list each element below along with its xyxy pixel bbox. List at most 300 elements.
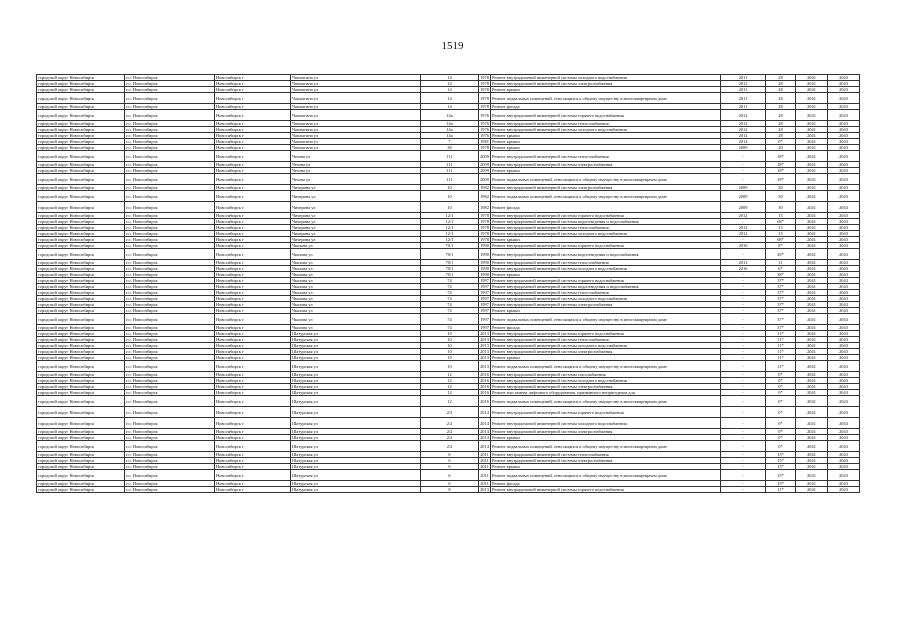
plan-year-cell: - [721, 407, 766, 418]
city-cell: Новосибирск г [215, 110, 291, 121]
start-year-cell: 2041 [796, 407, 828, 418]
work-cell: Ремонт внутридомовой инженерной системы электроснабжения [491, 302, 721, 308]
plan-year-cell: - [721, 343, 766, 349]
year-cell: 1978 [480, 87, 489, 92]
city-cell: Новосибирск г [215, 487, 291, 493]
house-cell: 2/2 [421, 435, 479, 441]
district-cell: городской округ Новосибирск [37, 202, 125, 213]
start-year-cell: 2041 [796, 458, 828, 464]
city-cell: Новосибирск г [215, 378, 291, 384]
wear-cell: 0* [766, 441, 796, 452]
plan-year-cell: 2011 [721, 93, 766, 104]
end-year-cell: 2043 [828, 314, 860, 325]
house-cell: 7 [421, 139, 479, 145]
street-cell: Чаплыгина ул [291, 133, 421, 139]
street-cell: Чкалова ул [291, 290, 421, 296]
street-cell: Чкалова ул [291, 266, 421, 272]
start-year-cell: 2041 [796, 361, 828, 372]
start-year-cell: 2041 [796, 145, 828, 151]
start-year-cell: 2041 [796, 266, 828, 272]
house-cell: 111 [421, 151, 479, 162]
municipality-cell: г.о. Новосибирск [125, 470, 215, 481]
house-cell: 70/1 [421, 266, 479, 272]
wear-cell: 15* [766, 464, 796, 470]
work-cell: Ремонт внутридомовой инженерной системы горячего водоснабжения [491, 487, 721, 493]
plan-year-cell: 2012 [721, 213, 766, 219]
municipality-cell: г.о. Новосибирск [125, 441, 215, 452]
city-cell: Новосибирск г [215, 174, 291, 185]
year-cell: 2014 [480, 429, 489, 434]
table-row [37, 151, 860, 162]
municipality-cell: г.о. Новосибирск [125, 174, 215, 185]
house-cell: 111 [421, 174, 479, 185]
wear-cell: 15* [766, 452, 796, 458]
district-cell: городской округ Новосибирск [37, 185, 125, 191]
start-year-cell: 2041 [796, 133, 828, 139]
street-cell: Шатурская ул [291, 349, 421, 355]
street-cell: Чехова ул [291, 162, 421, 168]
house-cell: 2/2 [421, 407, 479, 418]
district-cell: городской округ Новосибирск [37, 213, 125, 219]
city-cell: Новосибирск г [215, 470, 291, 481]
district-cell: городской округ Новосибирск [37, 145, 125, 151]
year-cell: 1978 [480, 104, 489, 109]
wear-cell: 0* [766, 384, 796, 390]
municipality-cell: г.о. Новосибирск [125, 237, 215, 243]
city-cell: Новосибирск г [215, 302, 291, 308]
end-year-cell: 2043 [828, 284, 860, 290]
wear-cell: 6* [766, 266, 796, 272]
street-cell: Шатурская ул [291, 435, 421, 441]
wear-cell: 11* [766, 487, 796, 493]
wear-cell: 28 [766, 133, 796, 139]
year-cell: 2011 [480, 452, 489, 457]
end-year-cell: 2043 [828, 75, 860, 81]
plan-year-cell: - [721, 458, 766, 464]
house-cell: 12 [421, 378, 479, 384]
city-cell: Новосибирск г [215, 355, 291, 361]
house-cell: 12 [421, 384, 479, 390]
end-year-cell: 2043 [828, 343, 860, 349]
city-cell: Новосибирск г [215, 349, 291, 355]
city-cell: Новосибирск г [215, 213, 291, 219]
end-year-cell: 2043 [828, 231, 860, 237]
house-cell: 70/1 [421, 249, 479, 260]
end-year-cell: 2043 [828, 308, 860, 314]
wear-cell: 28 [766, 121, 796, 127]
work-cell: Ремонт крыши [491, 139, 721, 145]
house-cell: 14а [421, 110, 479, 121]
start-year-cell: 2041 [796, 121, 828, 127]
wear-cell: 37* [766, 296, 796, 302]
year-cell: 2009 [479, 151, 491, 162]
wear-cell: 15* [766, 481, 796, 487]
start-year-cell: 2041 [796, 139, 828, 145]
work-cell: Ремонт внутридомовой инженерной системы теплоснабжения [491, 225, 721, 231]
end-year-cell: 2043 [828, 243, 860, 249]
district-cell: городской округ Новосибирск [37, 81, 125, 87]
city-cell: Новосибирск г [215, 168, 291, 174]
municipality-cell: г.о. Новосибирск [125, 325, 215, 331]
municipality-cell: г.о. Новосибирск [125, 145, 215, 151]
district-cell: городской округ Новосибирск [37, 127, 125, 133]
start-year-cell: 2041 [796, 384, 828, 390]
plan-year-cell: - [721, 337, 766, 343]
house-cell: 10 [421, 337, 479, 343]
work-cell: Ремонт внутридомовой инженерной системы электроснабжения [491, 349, 721, 355]
house-cell: 14а [421, 121, 479, 127]
start-year-cell: 2041 [796, 202, 828, 213]
city-cell: Новосибирск г [215, 435, 291, 441]
district-cell: городской округ Новосибирск [37, 266, 125, 272]
plan-year-cell: 2014 [721, 139, 766, 145]
work-cell: Ремонт внутридомовой инженерной системы теплоснабжения [491, 260, 721, 266]
district-cell: городской округ Новосибирск [37, 133, 125, 139]
district-cell: городской округ Новосибирск [37, 249, 125, 260]
house-cell: 12 [421, 390, 479, 396]
end-year-cell: 2043 [828, 162, 860, 168]
plan-year-cell: - [721, 237, 766, 243]
street-cell: Чичерина ул [291, 202, 421, 213]
year-cell: 2014 [479, 407, 491, 418]
wear-cell: 68* [766, 219, 796, 225]
city-cell: Новосибирск г [215, 145, 291, 151]
street-cell: Чаплыгина ул [291, 121, 421, 127]
plan-year-cell: - [721, 308, 766, 314]
end-year-cell: 2043 [828, 481, 860, 487]
start-year-cell: 2041 [796, 314, 828, 325]
district-cell: городской округ Новосибирск [37, 191, 125, 202]
year-cell: 2016 [480, 390, 489, 395]
street-cell: Чичерина ул [291, 185, 421, 191]
year-cell: 1997 [480, 325, 489, 330]
year-cell: 2011 [480, 458, 489, 463]
district-cell: городской округ Новосибирск [37, 296, 125, 302]
end-year-cell: 2043 [828, 390, 860, 396]
house-cell: 6 [421, 464, 479, 470]
table-row [37, 202, 860, 213]
work-cell: Ремонт внутридомовой инженерной системы холодного водоснабжения [491, 378, 721, 384]
repair-schedule-table [36, 74, 860, 493]
start-year-cell: 2041 [796, 302, 828, 308]
district-cell: городской округ Новосибирск [37, 464, 125, 470]
city-cell: Новосибирск г [215, 429, 291, 435]
end-year-cell: 2043 [828, 435, 860, 441]
district-cell: городской округ Новосибирск [37, 151, 125, 162]
house-cell: 74 [421, 290, 479, 296]
house-cell: 10 [421, 361, 479, 372]
start-year-cell: 2041 [796, 470, 828, 481]
work-cell: Ремонт внутридомовой инженерной системы холодного водоснабжения [491, 127, 721, 133]
house-cell: 10 [421, 343, 479, 349]
city-cell: Новосибирск г [215, 418, 291, 429]
table-row [37, 361, 860, 372]
end-year-cell: 2043 [828, 349, 860, 355]
house-cell: 2/2 [421, 429, 479, 435]
district-cell: городской округ Новосибирск [37, 284, 125, 290]
start-year-cell: 2041 [796, 429, 828, 435]
work-cell: Ремонт внутридомовой инженерной системы электроснабжения [491, 458, 721, 464]
plan-year-cell: - [721, 325, 766, 331]
city-cell: Новосибирск г [215, 361, 291, 372]
year-cell: 1978 [480, 237, 489, 242]
wear-cell: 0* [766, 372, 796, 378]
plan-year-cell: - [721, 296, 766, 302]
street-cell: Чехова ул [291, 168, 421, 174]
wear-cell: 18* [766, 162, 796, 168]
district-cell: городской округ Новосибирск [37, 407, 125, 418]
city-cell: Новосибирск г [215, 278, 291, 284]
plan-year-cell: - [721, 331, 766, 337]
wear-cell: 37* [766, 284, 796, 290]
district-cell: городской округ Новосибирск [37, 487, 125, 493]
wear-cell: 37* [766, 308, 796, 314]
district-cell: городской округ Новосибирск [37, 418, 125, 429]
district-cell: городской округ Новосибирск [37, 325, 125, 331]
end-year-cell: 2043 [828, 378, 860, 384]
wear-cell: 28 [766, 104, 796, 110]
start-year-cell: 2041 [796, 249, 828, 260]
work-cell: Ремонт крыши [491, 435, 721, 441]
street-cell: Чичерина ул [291, 231, 421, 237]
district-cell: городской округ Новосибирск [37, 162, 125, 168]
street-cell: Чкалова ул [291, 284, 421, 290]
street-cell: Чкалова ул [291, 325, 421, 331]
district-cell: городской округ Новосибирск [37, 237, 125, 243]
end-year-cell: 2043 [828, 452, 860, 458]
start-year-cell: 2041 [796, 331, 828, 337]
year-cell: 2013 [479, 361, 491, 372]
city-cell: Новосибирск г [215, 237, 291, 243]
district-cell: городской округ Новосибирск [37, 452, 125, 458]
end-year-cell: 2043 [828, 441, 860, 452]
city-cell: Новосибирск г [215, 151, 291, 162]
municipality-cell: г.о. Новосибирск [125, 191, 215, 202]
municipality-cell: г.о. Новосибирск [125, 378, 215, 384]
district-cell: городской округ Новосибирск [37, 139, 125, 145]
wear-cell: 37* [766, 278, 796, 284]
city-cell: Новосибирск г [215, 272, 291, 278]
start-year-cell: 2041 [796, 174, 828, 185]
district-cell: городской округ Новосибирск [37, 337, 125, 343]
municipality-cell: г.о. Новосибирск [125, 372, 215, 378]
plan-year-cell: 2013 [721, 260, 766, 266]
work-cell: Ремонт внутридомовой инженерной системы горячего водоснабжения [491, 243, 721, 249]
work-cell: Ремонт крыши [491, 355, 721, 361]
municipality-cell: г.о. Новосибирск [125, 127, 215, 133]
district-cell: городской округ Новосибирск [37, 87, 125, 93]
city-cell: Новосибирск г [215, 343, 291, 349]
street-cell: Чехова ул [291, 151, 421, 162]
year-cell: 1978 [480, 75, 489, 80]
city-cell: Новосибирск г [215, 266, 291, 272]
city-cell: Новосибирск г [215, 81, 291, 87]
street-cell: Чичерина ул [291, 213, 421, 219]
work-cell: Ремонт внутридомовой инженерной системы горячего водоснабжения [491, 278, 721, 284]
street-cell: Чичерина ул [291, 191, 421, 202]
city-cell: Новосибирск г [215, 372, 291, 378]
city-cell: Новосибирск г [215, 87, 291, 93]
city-cell: Новосибирск г [215, 219, 291, 225]
municipality-cell: г.о. Новосибирск [125, 290, 215, 296]
municipality-cell: г.о. Новосибирск [125, 407, 215, 418]
plan-year-cell: 2009 [721, 202, 766, 213]
street-cell: Шатурская ул [291, 331, 421, 337]
district-cell: городской округ Новосибирск [37, 290, 125, 296]
house-cell: 70/1 [421, 272, 479, 278]
year-cell: 1976 [479, 110, 491, 121]
wear-cell: 0* [766, 407, 796, 418]
end-year-cell: 2043 [828, 325, 860, 331]
plan-year-cell: 2012 [721, 121, 766, 127]
wear-cell: 28 [766, 81, 796, 87]
start-year-cell: 2041 [796, 231, 828, 237]
year-cell: 1997 [479, 314, 491, 325]
end-year-cell: 2043 [828, 429, 860, 435]
end-year-cell: 2043 [828, 151, 860, 162]
work-cell: Ремонт внутридомовой инженерной системы электроснабжения [491, 384, 721, 390]
start-year-cell: 2041 [796, 237, 828, 243]
city-cell: Новосибирск г [215, 407, 291, 418]
wear-cell: 11 [766, 260, 796, 266]
work-cell: Ремонт внутридомовой инженерной системы холодного водоснабжения [491, 418, 721, 429]
house-cell: 10 [421, 191, 479, 202]
plan-year-cell: - [721, 429, 766, 435]
district-cell: городской округ Новосибирск [37, 349, 125, 355]
wear-cell: 18* [766, 151, 796, 162]
work-cell: Ремонт внутридомовой инженерной системы горячего водоснабжения [491, 110, 721, 121]
plan-year-cell: 2009 [721, 191, 766, 202]
city-cell: Новосибирск г [215, 139, 291, 145]
district-cell: городской округ Новосибирск [37, 441, 125, 452]
municipality-cell: г.о. Новосибирск [125, 213, 215, 219]
city-cell: Новосибирск г [215, 231, 291, 237]
street-cell: Шатурская ул [291, 418, 421, 429]
municipality-cell: г.о. Новосибирск [125, 384, 215, 390]
start-year-cell: 2041 [796, 355, 828, 361]
district-cell: городской округ Новосибирск [37, 121, 125, 127]
municipality-cell: г.о. Новосибирск [125, 81, 215, 87]
plan-year-cell: 2011 [721, 104, 766, 110]
street-cell: Чкалова ул [291, 296, 421, 302]
house-cell: 12 [421, 396, 479, 407]
wear-cell: 38* [766, 272, 796, 278]
plan-year-cell: - [721, 272, 766, 278]
wear-cell: 18* [766, 168, 796, 174]
street-cell: Чичерина ул [291, 225, 421, 231]
city-cell: Новосибирск г [215, 337, 291, 343]
table-row [37, 110, 860, 121]
start-year-cell: 2041 [796, 296, 828, 302]
end-year-cell: 2043 [828, 361, 860, 372]
work-cell: Ремонт подвальных помещений, относящихся к общему имуществу в многоквартирном доме [491, 174, 721, 185]
start-year-cell: 2041 [796, 81, 828, 87]
house-cell: 111 [421, 162, 479, 168]
house-cell: 12 [421, 372, 479, 378]
municipality-cell: г.о. Новосибирск [125, 151, 215, 162]
plan-year-cell: - [721, 349, 766, 355]
plan-year-cell: - [721, 278, 766, 284]
start-year-cell: 2041 [796, 243, 828, 249]
year-cell: 2013 [480, 487, 489, 492]
house-cell: 14 [421, 75, 479, 81]
year-cell: 2011 [480, 481, 489, 486]
start-year-cell: 2041 [796, 110, 828, 121]
work-cell: Ремонт крыши [491, 168, 721, 174]
end-year-cell: 2043 [828, 372, 860, 378]
year-cell: 1997 [480, 296, 489, 301]
end-year-cell: 2043 [828, 407, 860, 418]
wear-cell: 68* [766, 237, 796, 243]
district-cell: городской округ Новосибирск [37, 260, 125, 266]
year-cell: 1976 [480, 133, 489, 138]
house-cell: 14 [421, 87, 479, 93]
start-year-cell: 2041 [796, 435, 828, 441]
wear-cell: 28 [766, 93, 796, 104]
work-cell: Ремонт внутридомовой инженерной системы холодного водоснабжения [491, 343, 721, 349]
work-cell: Ремонт фасада [491, 104, 721, 110]
plan-year-cell: 2012 [721, 133, 766, 139]
street-cell: Шатурская ул [291, 487, 421, 493]
city-cell: Новосибирск г [215, 458, 291, 464]
year-cell: 1978 [480, 213, 489, 218]
wear-cell: 0* [766, 378, 796, 384]
city-cell: Новосибирск г [215, 202, 291, 213]
house-cell: 12/1 [421, 219, 479, 225]
wear-cell: 0* [766, 418, 796, 429]
house-cell: 2/2 [421, 441, 479, 452]
district-cell: городской округ Новосибирск [37, 355, 125, 361]
house-cell: 12/1 [421, 231, 479, 237]
year-cell: 1990 [480, 266, 489, 271]
house-cell: 12/1 [421, 213, 479, 219]
plan-year-cell: - [721, 249, 766, 260]
wear-cell: 11* [766, 337, 796, 343]
house-cell: 10 [421, 331, 479, 337]
house-cell: 14а [421, 127, 479, 133]
house-cell: 6 [421, 452, 479, 458]
municipality-cell: г.о. Новосибирск [125, 284, 215, 290]
work-cell: Ремонт крыши [491, 133, 721, 139]
city-cell: Новосибирск г [215, 225, 291, 231]
end-year-cell: 2043 [828, 127, 860, 133]
house-cell: 74 [421, 278, 479, 284]
work-cell: Ремонт внутридомовой инженерной системы теплоснабжения [491, 337, 721, 343]
year-cell: 2014 [480, 435, 489, 440]
end-year-cell: 2043 [828, 302, 860, 308]
year-cell: 1990 [480, 243, 489, 248]
city-cell: Новосибирск г [215, 390, 291, 396]
wear-cell: 30 [766, 202, 796, 213]
district-cell: городской округ Новосибирск [37, 481, 125, 487]
start-year-cell: 2041 [796, 219, 828, 225]
end-year-cell: 2043 [828, 384, 860, 390]
city-cell: Новосибирск г [215, 396, 291, 407]
end-year-cell: 2043 [828, 145, 860, 151]
wear-cell: 30 [766, 191, 796, 202]
plan-year-cell: - [721, 384, 766, 390]
start-year-cell: 2041 [796, 93, 828, 104]
wear-cell: 0* [766, 390, 796, 396]
work-cell: Ремонт подвальных помещений, относящихся к общему имуществу в многоквартирном доме [491, 441, 721, 452]
house-cell: 2/2 [421, 418, 479, 429]
work-cell: Ремонт внутридомовой инженерной системы холодного водоснабжения [491, 75, 721, 81]
plan-year-cell: - [721, 355, 766, 361]
municipality-cell: г.о. Новосибирск [125, 429, 215, 435]
end-year-cell: 2043 [828, 81, 860, 87]
street-cell: Чкалова ул [291, 260, 421, 266]
end-year-cell: 2043 [828, 290, 860, 296]
